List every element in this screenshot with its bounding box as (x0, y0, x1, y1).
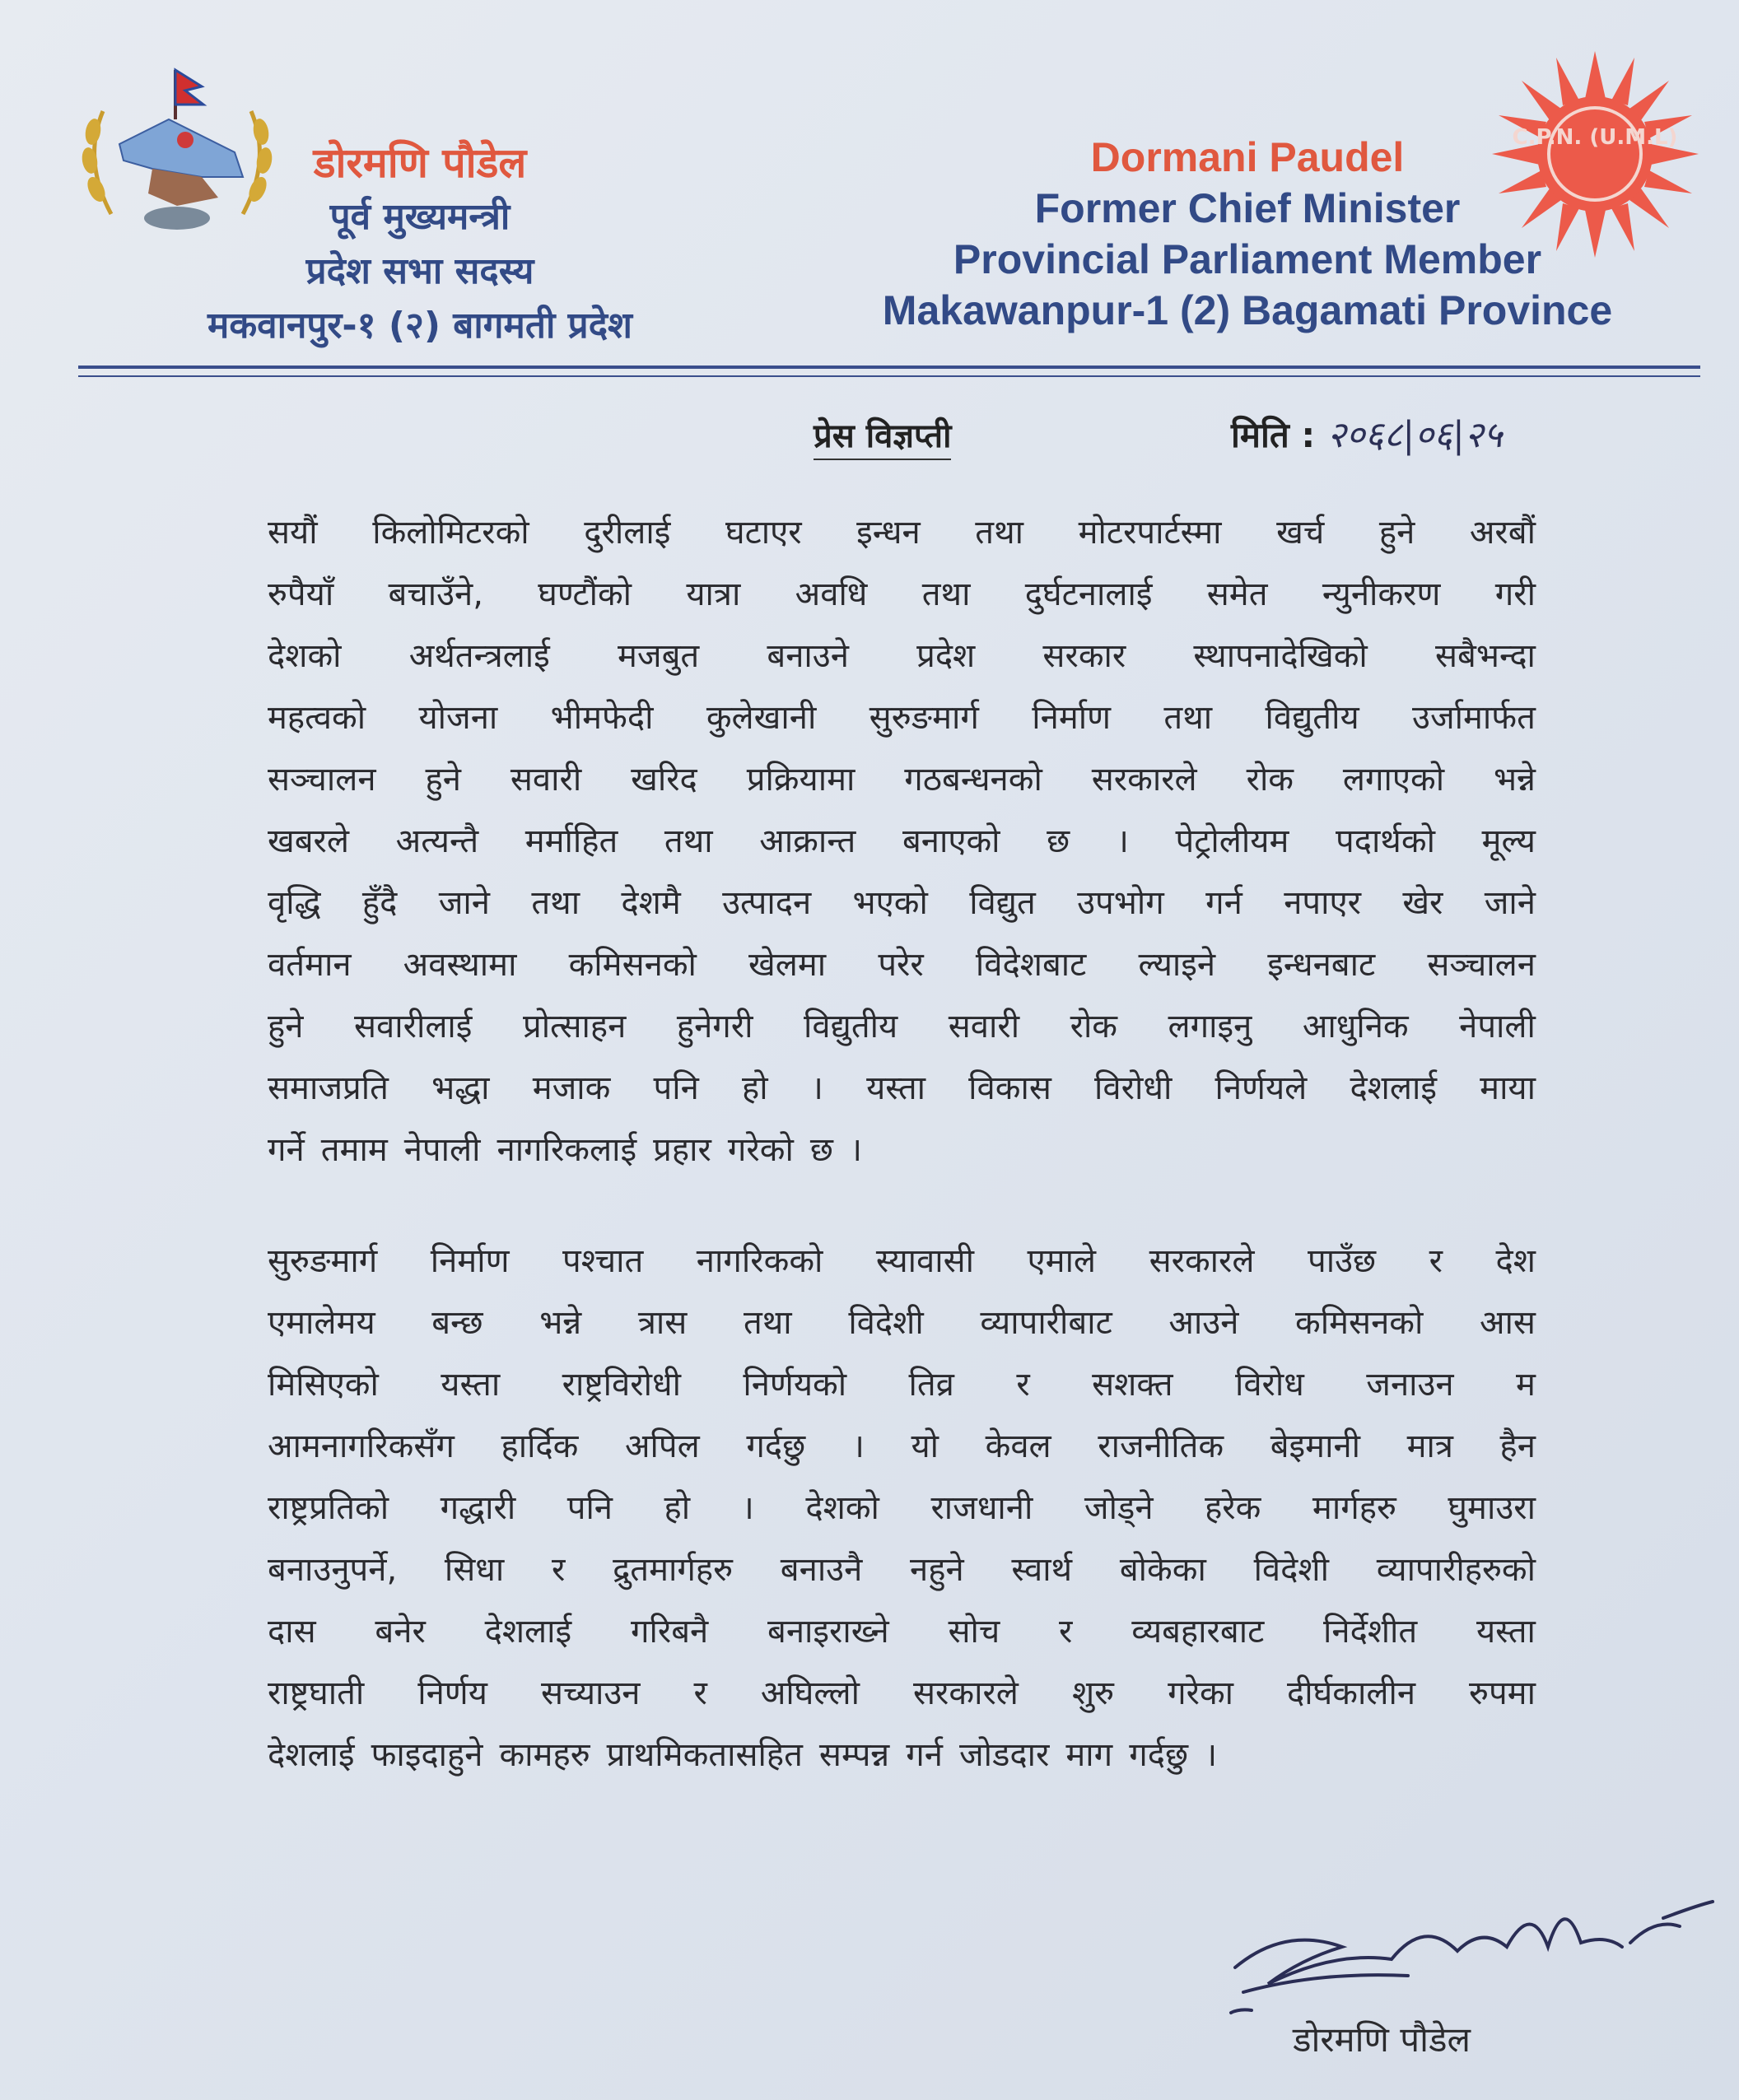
header-np-title: पूर्व मुख्यमन्त्री (329, 196, 511, 238)
text-line: रुपैयाँ बचाउँने, घण्टौंको यात्रा अवधि तथा दुर्घटनालाई समेत न्युनीकरण गरी (268, 575, 1536, 613)
text-line: राष्ट्रघाती निर्णय सच्याउन र अघिल्लो सरकारले शुरु गरेका दीर्घकालीन रुपमा (268, 1674, 1536, 1712)
text-line: सयौं किलोमिटरको दुरीलाई घटाएर इन्धन तथा मोटरपार्टस्मा खर्च हुने अरबौं (268, 514, 1536, 552)
text-line: समाजप्रति भद्धा मजाक पनि हो । यस्ता विकास विरोधी निर्णयले देशलाई माया (268, 1069, 1536, 1107)
text-line: सुरुङमार्ग निर्माण पश्चात नागरिकको स्यावासी एमाले सरकारले पाउँछ र देश (268, 1242, 1536, 1280)
header-np-constituency: मकवानपुर-१ (२) बागमती प्रदेश (207, 305, 632, 347)
text-line: बनाउनुपर्ने, सिधा र द्रुतमार्गहरु बनाउनै नहुने स्वार्थ बोकेका विदेशी व्यापारीहरुको (268, 1551, 1536, 1589)
paragraph-1 (268, 502, 1536, 1181)
text-line: वृद्धि हुँदै जाने तथा देशमै उत्पादन भएको विद्युत उपभोग गर्न नपाएर खेर जाने (268, 884, 1536, 922)
paragraph-2 (268, 1231, 1536, 1786)
text-line: मिसिएको यस्ता राष्ट्रविरोधी निर्णयको तिव्र र सशक्त विरोध जनाउन म (268, 1366, 1536, 1404)
header-en-role: Provincial Parliament Member (953, 236, 1542, 282)
party-sun-emblem-icon (1490, 49, 1700, 259)
header-np-name: डोरमणि पौडेल (313, 139, 527, 187)
date-value: २०६८|०६|२५ (1326, 414, 1503, 456)
text-line: महत्वको योजना भीमफेदी कुलेखानी सुरुङमार्ग निर्माण तथा विद्युतीय उर्जामार्फत (268, 699, 1536, 737)
text-line: हुने सवारीलाई प्रोत्साहन हुनेगरी विद्युतीय सवारी रोक लगाइनु आधुनिक नेपाली (268, 1008, 1536, 1045)
text-line: सञ्चालन हुने सवारी खरिद प्रक्रियामा गठबन्धनको सरकारले रोक लगाएको भन्ने (268, 761, 1536, 799)
text-line: देशलाई फाइदाहुने कामहरु प्राथमिकतासहित सम्पन्न गर्न जोडदार माग गर्दछु । (268, 1736, 1218, 1774)
text-line: वर्तमान अवस्थामा कमिसनको खेलमा परेर विदेशबाट ल्याइने इन्धनबाट सञ्चालन (268, 946, 1536, 984)
text-line: देशको अर्थतन्त्रलाई मजबुत बनाउने प्रदेश सरकार स्थापनादेखिको सबैभन्दा (268, 637, 1536, 675)
emblem-text: C.P.N. (U.M.L) (1512, 125, 1678, 150)
text-line: एमालेमय बन्छ भन्ने त्रास तथा विदेशी व्यापारीबाट आउने कमिसनको आस (268, 1304, 1536, 1342)
date-field (1231, 408, 1503, 458)
header-np-role: प्रदेश सभा सदस्य (305, 250, 534, 292)
header-en-name: Dormani Paudel (1090, 134, 1405, 180)
text-line: राष्ट्रप्रतिको गद्धारी पनि हो । देशको राजधानी जोड्ने हरेक मार्गहरु घुमाउरा (268, 1489, 1536, 1527)
signature-icon (1219, 1869, 1721, 2017)
text-line: आमनागरिकसँग हार्दिक अपिल गर्दछु । यो केवल राजनीतिक बेइमानी मात्र हैन (268, 1427, 1536, 1465)
text-line: खबरले अत्यन्तै मर्माहित तथा आक्रान्त बनाएको छ । पेट्रोलीयम पदार्थको मूल्य (268, 822, 1536, 860)
header-en-title: Former Chief Minister (1034, 185, 1461, 231)
header-rule (78, 366, 1700, 369)
header-rule-thin (78, 375, 1700, 377)
header-en-constituency: Makawanpur-1 (2) Bagamati Province (882, 287, 1613, 333)
text-line: गर्ने तमाम नेपाली नागरिकलाई प्रहार गरेको छ । (268, 1131, 863, 1169)
text-line: दास बनेर देशलाई गरिबनै बनाइराख्ने सोच र व्यबहारबाट निर्देशीत यस्ता (268, 1613, 1536, 1651)
date-label: मिति : (1231, 415, 1316, 455)
press-title: प्रेस विज्ञप्ती (814, 412, 951, 460)
signature-name: डोरमणि पौडेल (1293, 2019, 1471, 2060)
